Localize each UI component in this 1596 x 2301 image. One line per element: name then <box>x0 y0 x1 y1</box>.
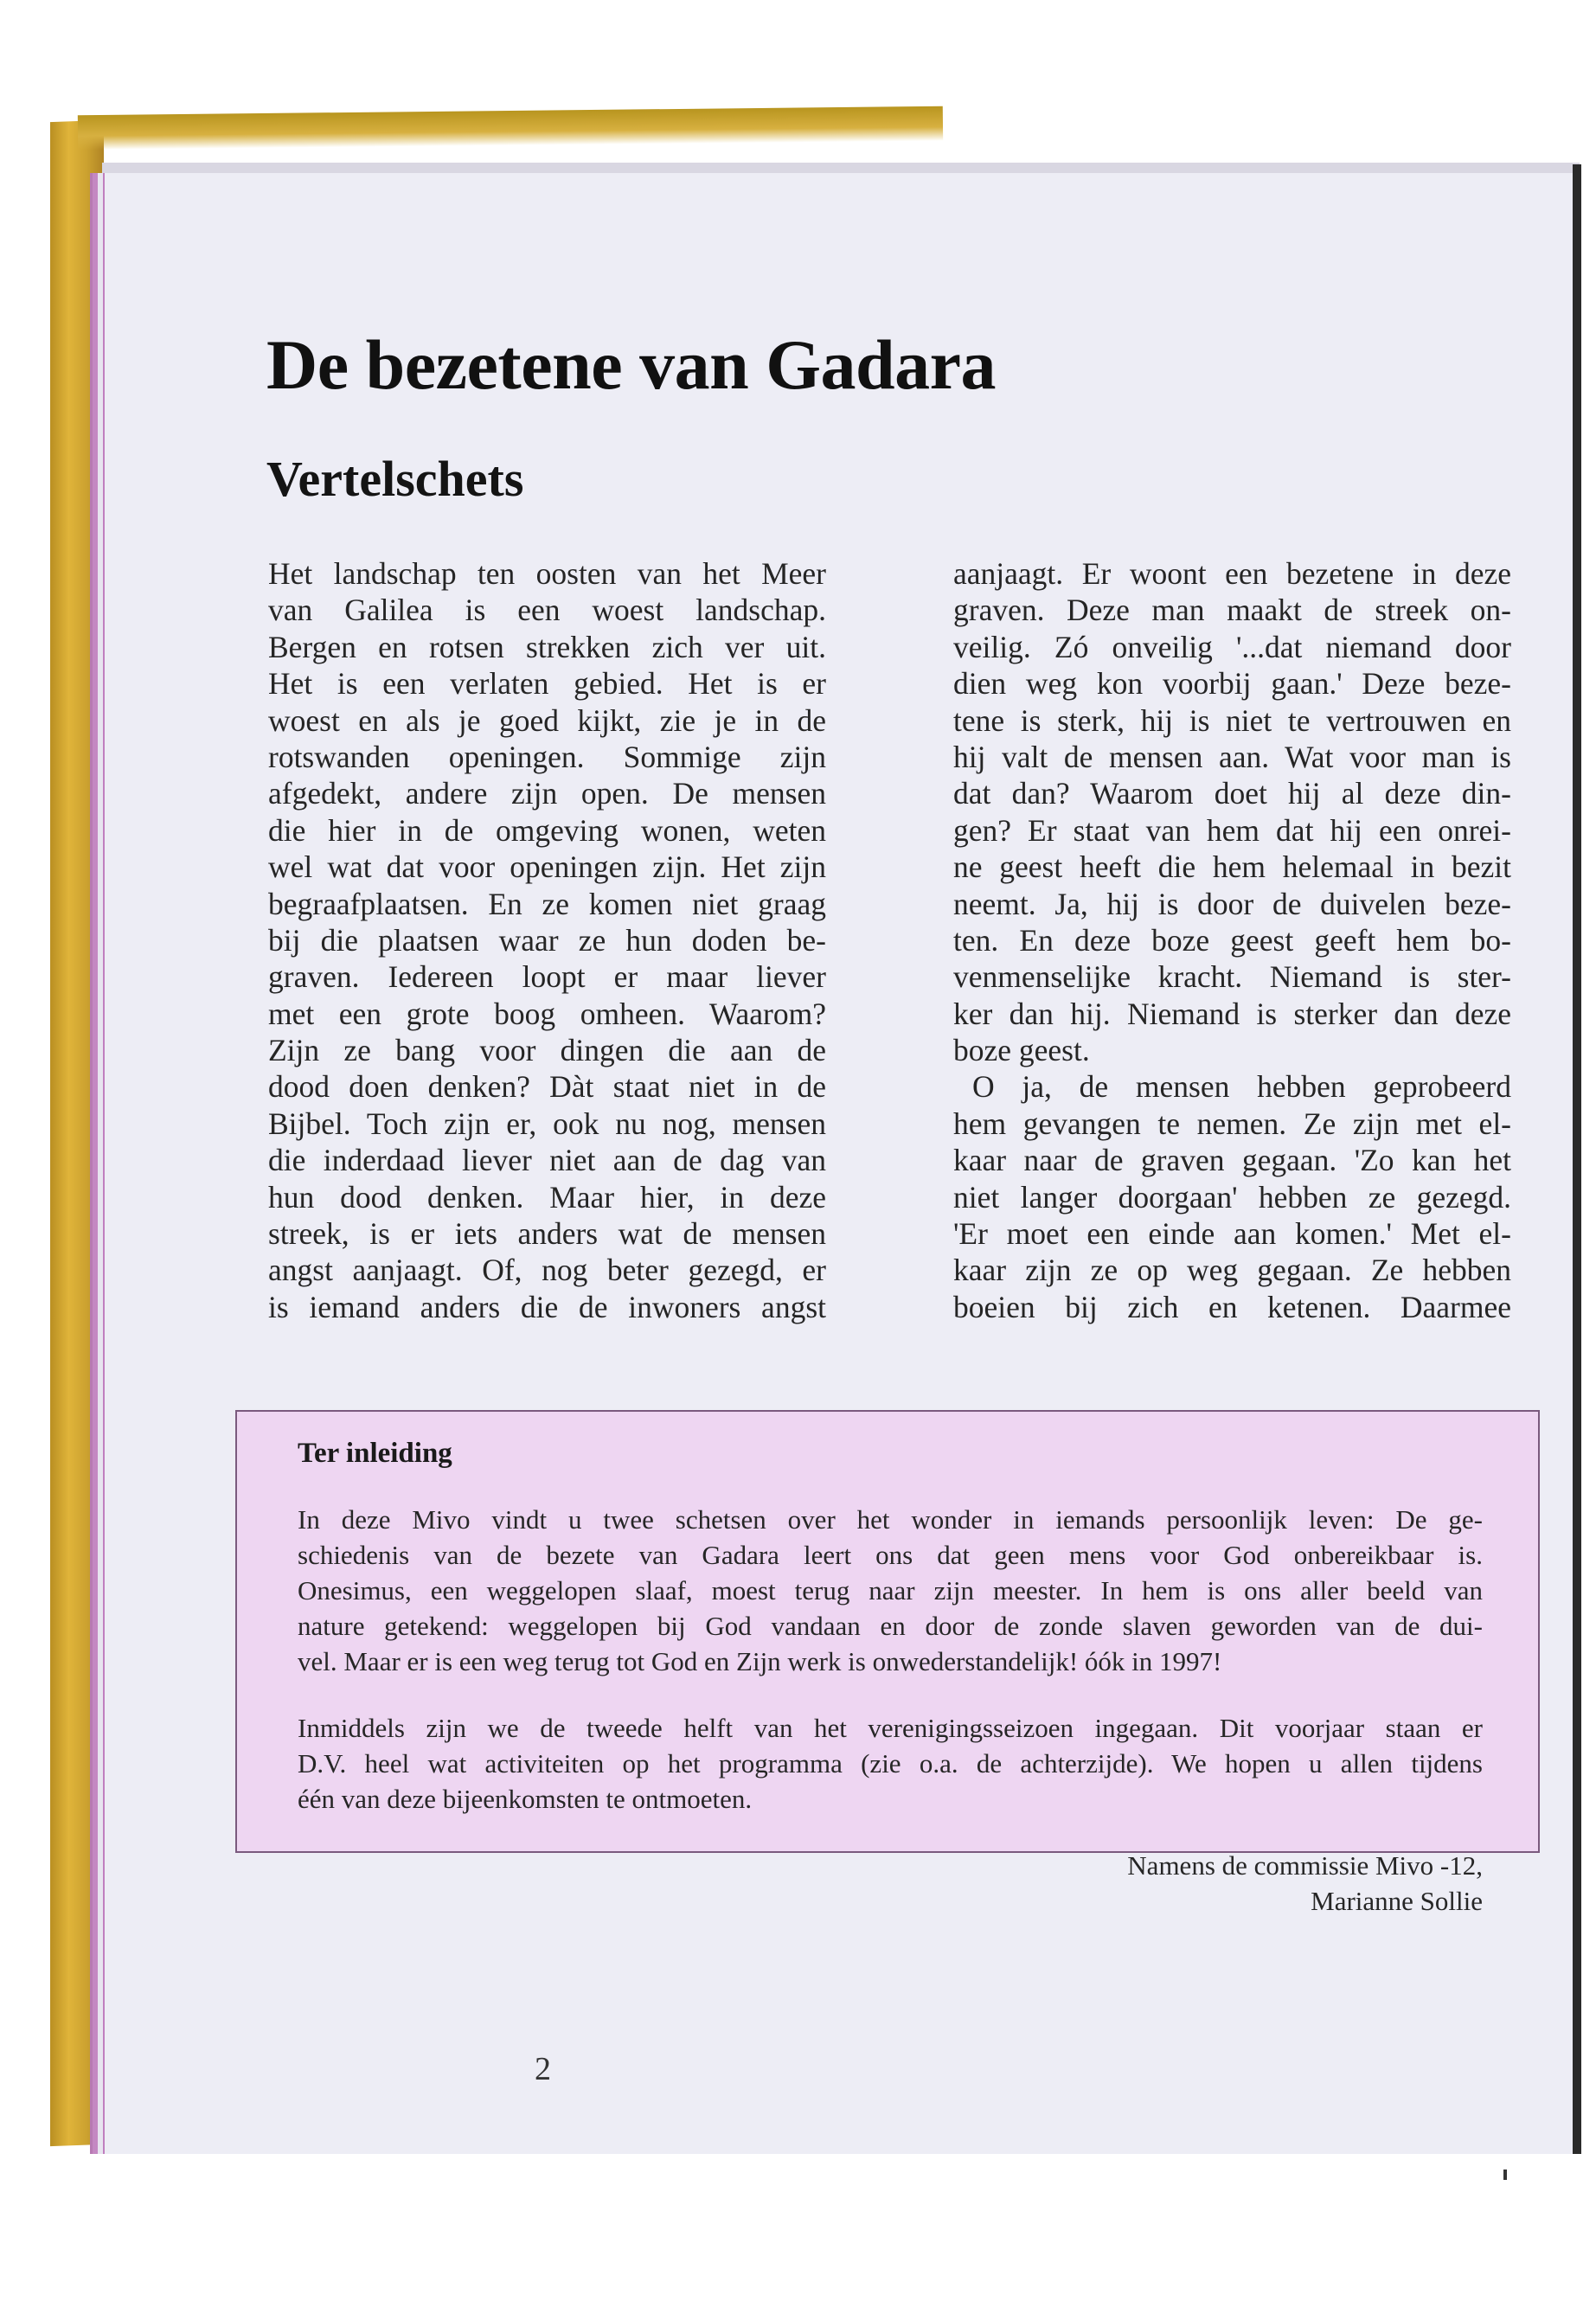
text-line: die hier in de omgeving wonen, weten <box>268 812 826 848</box>
text-line: boze geest. <box>953 1033 1090 1068</box>
intro-line: D.V. heel wat activiteiten op het programma (zie o.a. de achterzijde). We hopen u allen tijdens <box>298 1748 1483 1779</box>
text-line: Zijn ze bang voor dingen die aan de <box>268 1033 826 1068</box>
text-line: graven. Deze man maakt de streek on- <box>953 593 1511 628</box>
text-line: O ja, de mensen hebben geprobeerd <box>972 1069 1511 1105</box>
text-line: dat dan? Waarom doet hij al deze din- <box>953 776 1511 811</box>
text-line: veilig. Zó onveilig '...dat niemand door <box>953 629 1511 664</box>
signature-name: Marianne Sollie <box>1311 1886 1483 1916</box>
book-binding-top <box>78 106 943 150</box>
text-line: ker dan hij. Niemand is sterker dan deze <box>953 996 1511 1031</box>
text-line: Bijbel. Toch zijn er, ook nu nog, mensen <box>268 1106 826 1141</box>
intro-line: nature getekend: weggelopen bij God vandaan en door de zonde slaven geworden van de dui- <box>298 1611 1483 1641</box>
text-line: boeien bij zich en ketenen. Daarmee <box>953 1289 1511 1324</box>
text-line: Het is een verlaten gebied. Het is er <box>268 666 826 702</box>
page-number: 2 <box>535 2051 551 2087</box>
text-line: kaar naar de graven gegaan. 'Zo kan het <box>953 1143 1511 1178</box>
signature <box>298 1848 1483 1919</box>
text-line: streek, is er iets anders wat de mensen <box>268 1216 826 1252</box>
text-line: afgedekt, andere zijn open. De mensen <box>268 776 826 811</box>
article-title: De bezetene van Gadara <box>266 325 996 404</box>
paragraph-gap <box>298 1679 1483 1710</box>
text-line: rotswanden openingen. Sommige zijn <box>268 739 826 774</box>
dust-speck <box>1503 2170 1507 2180</box>
text-line: Bergen en rotsen strekken zich ver uit. <box>268 629 826 664</box>
text-line: begraafplaatsen. En ze komen niet graag <box>268 886 826 921</box>
text-line: hun dood denken. Maar hier, in deze <box>268 1179 826 1215</box>
intro-line: Inmiddels zijn we de tweede helft van het verenigingsseizoen ingegaan. Dit voorjaar staan er <box>298 1713 1483 1743</box>
intro-line: één van deze bijeenkomsten te ontmoeten. <box>298 1784 753 1814</box>
text-line: dien weg kon voorbij gaan.' Deze beze- <box>953 666 1511 702</box>
text-line: hij valt de mensen aan. Wat voor man is <box>953 739 1511 774</box>
text-line: woest en als je goed kijkt, zie je in de <box>268 702 826 738</box>
intro-box <box>235 1410 1540 1916</box>
paragraph-gap <box>298 1817 1483 1848</box>
text-line: aanjaagt. Er woont een bezetene in deze <box>953 556 1511 591</box>
intro-line: vel. Maar er is een weg terug tot God en Zijn werk is onwederstandelijk! óók in 1997! <box>298 1646 1222 1676</box>
text-line: dood doen denken? Dàt staat niet in de <box>268 1069 826 1105</box>
text-line: met een grote boog omheen. Waarom? <box>268 996 826 1031</box>
left-column <box>268 555 826 1325</box>
text-line: venmenselijke kracht. Niemand is ster- <box>953 959 1511 995</box>
text-line: angst aanjaagt. Of, nog beter gezegd, er <box>268 1253 826 1288</box>
text-line: tene is sterk, hij is niet te vertrouwen en <box>953 702 1511 738</box>
text-line: van Galilea is een woest landschap. <box>268 593 826 628</box>
text-line: is iemand anders die de inwoners angst <box>268 1289 826 1324</box>
text-line: 'Er moet een einde aan komen.' Met el- <box>953 1216 1511 1252</box>
article-subtitle: Vertelschets <box>266 451 524 507</box>
text-line: gen? Er staat van hem dat hij een onrei- <box>953 812 1511 848</box>
intro-line: Onesimus, een weggelopen slaaf, moest terug naar zijn meester. In hem is ons aller beeld van <box>298 1575 1483 1606</box>
text-line: Het landschap ten oosten van het Meer <box>268 556 826 591</box>
page-edge <box>1573 164 1581 2154</box>
intro-body <box>298 1502 1483 1919</box>
text-line: hem gevangen te nemen. Ze zijn met el- <box>953 1106 1511 1141</box>
text-line: kaar zijn ze op weg gegaan. Ze hebben <box>953 1253 1511 1288</box>
text-line: niet langer doorgaan' hebben ze gezegd. <box>953 1179 1511 1215</box>
right-column <box>953 555 1511 1325</box>
text-line: graven. Iedereen loopt er maar liever <box>268 959 826 995</box>
intro-line: In deze Mivo vindt u twee schetsen over het wonder in iemands persoonlijk leven: De ge- <box>298 1504 1483 1535</box>
text-line: ten. En deze boze geest geeft hem bo- <box>953 922 1511 958</box>
intro-line: schiedenis van de bezete van Gadara leert ons dat geen mens voor God onbereikbaar is. <box>298 1540 1483 1570</box>
text-line: die inderdaad liever niet aan de dag van <box>268 1143 826 1178</box>
text-line: neemt. Ja, hij is door de duivelen beze- <box>953 886 1511 921</box>
text-line: wel wat dat voor openingen zijn. Het zijn <box>268 849 826 885</box>
intro-heading: Ter inleiding <box>298 1438 452 1469</box>
text-line: bij die plaatsen waar ze hun doden be- <box>268 922 826 958</box>
signature-line: Namens de commissie Mivo -12, <box>1127 1850 1483 1881</box>
text-line: ne geest heeft die hem helemaal in bezit <box>953 849 1511 885</box>
